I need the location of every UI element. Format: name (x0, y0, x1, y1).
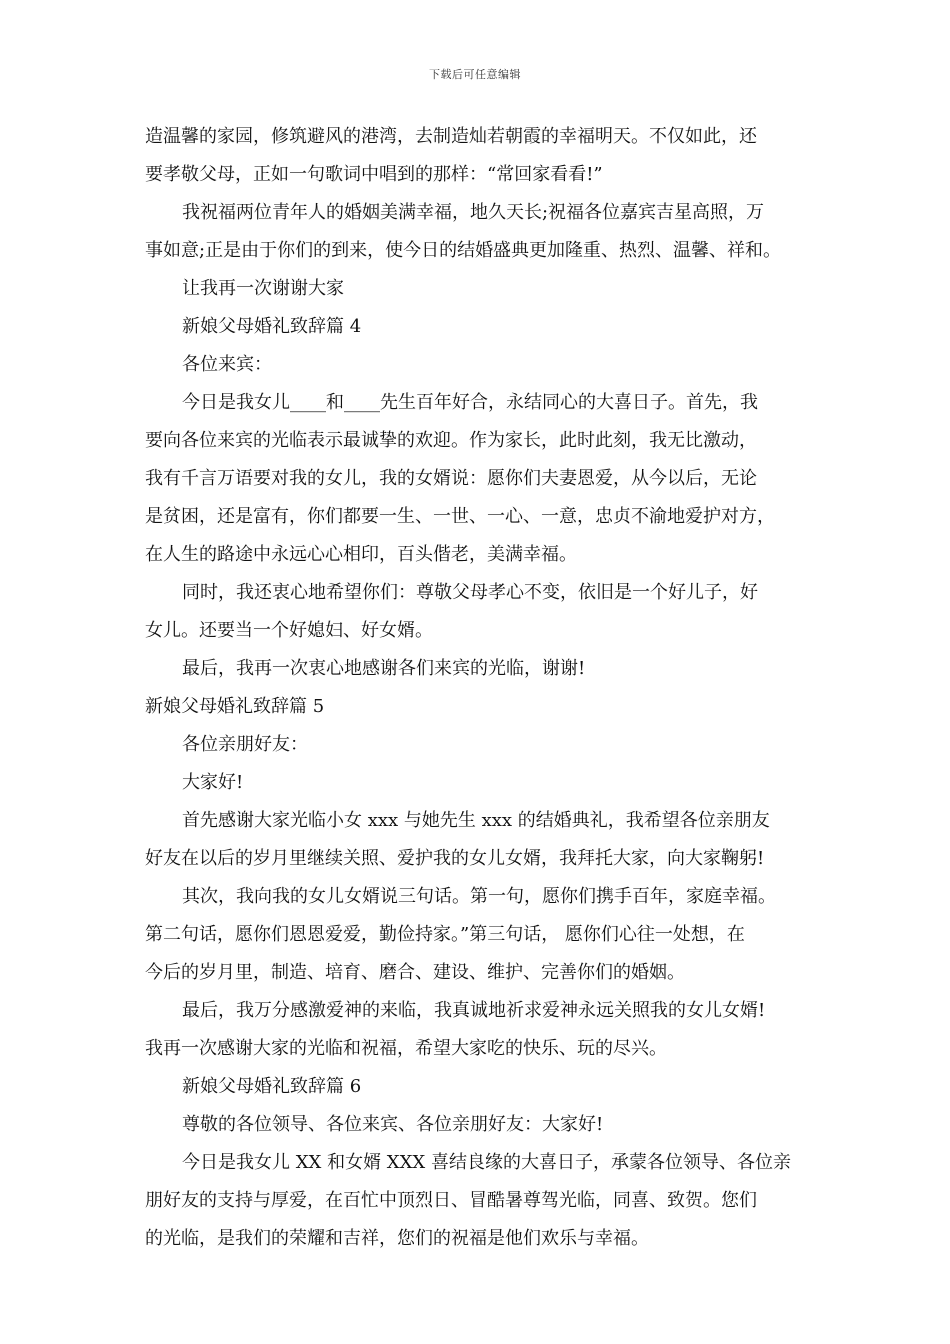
text-line: 朋好友的支持与厚爱，在百忙中顶烈日、冒酷暑尊驾光临，同喜、致贺。您们 (145, 1190, 757, 1211)
text-line: 第二句话，愿你们恩恩爱爱，勤俭持家。”第三句话， 愿你们心往一处想，在 (145, 924, 745, 945)
text-line: 要孝敬父母，正如一句歌词中唱到的那样：“常回家看看!” (145, 164, 603, 185)
text-line: 首先感谢大家光临小女 xxx 与她先生 xxx 的结婚典礼，我希望各位亲朋友 (182, 810, 770, 831)
text-line: 我有千言万语要对我的女儿，我的女婿说：愿你们夫妻恩爱，从今以后，无论 (145, 468, 757, 489)
text-line: 各位亲朋好友： (182, 734, 308, 755)
document-body (145, 118, 825, 1258)
page-header-note: 下载后可任意编辑 (429, 68, 521, 81)
text-line: 最后，我万分感激爱神的来临，我真诚地祈求爱神永远关照我的女儿女婿! (182, 1000, 766, 1021)
text-line: 女儿。还要当一个好媳妇、好女婿。 (145, 620, 433, 641)
text-line: 是贫困，还是富有，你们都要一生、一世、一心、一意，忠贞不渝地爱护对方， (145, 506, 775, 527)
text-line: 要向各位来宾的光临表示最诚挚的欢迎。作为家长，此时此刻，我无比激动， (145, 430, 757, 451)
text-line: 事如意;正是由于你们的到来，使今日的结婚盛典更加隆重、热烈、温馨、祥和。 (145, 240, 782, 261)
text-line: 我祝福两位青年人的婚姻美满幸福，地久天长;祝福各位嘉宾吉星高照，万 (182, 202, 765, 223)
text-line: 大家好! (182, 772, 244, 793)
text-line: 尊敬的各位领导、各位来宾、各位亲朋好友：大家好! (182, 1114, 604, 1135)
text-line: 让我再一次谢谢大家 (182, 278, 344, 299)
text-line: 在人生的路途中永远心心相印，百头偕老，美满幸福。 (145, 544, 577, 565)
text-line: 各位来宾： (182, 354, 272, 375)
text-line: 其次，我向我的女儿女婿说三句话。第一句，愿你们携手百年，家庭幸福。 (182, 886, 776, 907)
text-line: 今日是我女儿 XX 和女婿 XXX 喜结良缘的大喜日子，承蒙各位领导、各位亲 (182, 1152, 791, 1173)
text-line: 的光临，是我们的荣耀和吉祥，您们的祝福是他们欢乐与幸福。 (145, 1228, 649, 1249)
text-line: 最后，我再一次衷心地感谢各们来宾的光临，谢谢! (182, 658, 586, 679)
text-line: 同时，我还衷心地希望你们：尊敬父母孝心不变，依旧是一个好儿子，好 (182, 582, 758, 603)
text-line: 好友在以后的岁月里继续关照、爱护我的女儿女婿，我拜托大家，向大家鞠躬! (145, 848, 765, 869)
text-line: 新娘父母婚礼致辞篇 4 (182, 316, 362, 337)
text-line: 新娘父母婚礼致辞篇 5 (145, 696, 325, 717)
text-line: 我再一次感谢大家的光临和祝福，希望大家吃的快乐、玩的尽兴。 (145, 1038, 667, 1059)
text-line: 新娘父母婚礼致辞篇 6 (182, 1076, 362, 1097)
text-line: 今日是我女儿____和____先生百年好合，永结同心的大喜日子。首先，我 (182, 392, 758, 413)
text-line: 今后的岁月里，制造、培育、磨合、建设、维护、完善你们的婚姻。 (145, 962, 685, 983)
text-line: 造温馨的家园，修筑避风的港湾，去制造灿若朝霞的幸福明天。不仅如此，还 (145, 126, 757, 147)
